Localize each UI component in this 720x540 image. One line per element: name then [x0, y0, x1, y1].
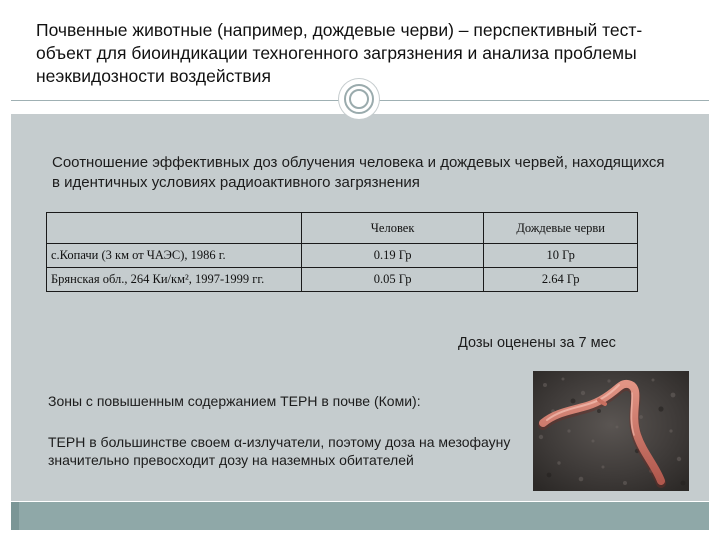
- zones-text: Зоны с повышенным содержанием ТЕРН в почве (Коми):: [48, 393, 421, 409]
- footer-accent: [11, 502, 19, 530]
- table-cell-location: с.Копачи (3 км от ЧАЭС), 1986 г.: [47, 244, 302, 268]
- table-header-empty: [47, 213, 302, 244]
- table-row: [47, 268, 638, 292]
- ornament-inner-ring: [349, 89, 369, 109]
- table-cell-worm-dose: 10 Гр: [484, 244, 638, 268]
- table-header-human: Человек: [301, 213, 483, 244]
- dose-note: Дозы оценены за 7 мес: [458, 335, 616, 351]
- table-cell-human-dose: 0.19 Гр: [301, 244, 483, 268]
- table-header-worms: Дождевые черви: [484, 213, 638, 244]
- dose-table: [46, 212, 638, 292]
- divider-ornament: [339, 79, 379, 119]
- table-cell-human-dose: 0.05 Гр: [301, 268, 483, 292]
- table-caption: Соотношение эффективных доз облучения человека и дождевых червей, находящихся в идентичных условиях радиоактивного загрязнения: [52, 154, 665, 191]
- table-cell-location: Брянская обл., 264 Ки/км², 1997-1999 гг.: [47, 268, 302, 292]
- slide-title: Почвенные животные (например, дождевые черви) – перспективный тест-объект для биоиндикации техногенного загрязнения и анализа проблемы неэквидозности воздействия: [36, 20, 643, 86]
- table-header-row: [47, 213, 638, 244]
- table-row: [47, 244, 638, 268]
- earthworm-photo: [533, 371, 689, 491]
- tern-text: ТЕРН в большинстве своем α-излучатели, поэтому доза на мезофауну значительно превосходит дозу на наземных обитателей: [48, 434, 511, 468]
- table-cell-worm-dose: 2.64 Гр: [484, 268, 638, 292]
- earthworm-image: [533, 371, 689, 491]
- footer-bar: [11, 502, 709, 530]
